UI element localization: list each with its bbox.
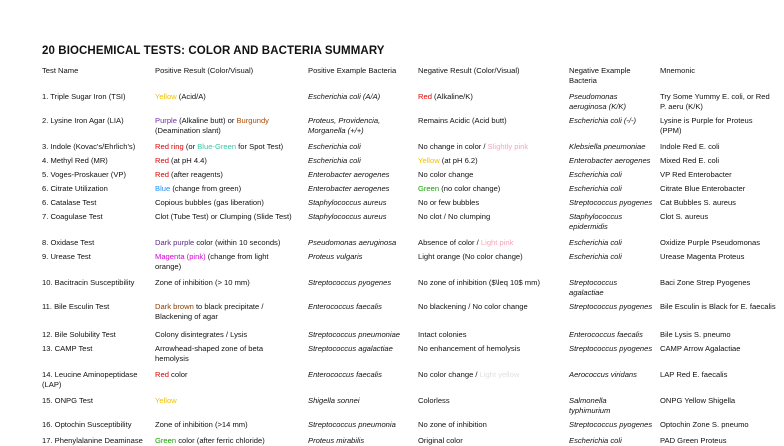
positive-result-run: color (after ferric chloride) [176,436,265,445]
mnemonic: Bile Esculin is Black for E. faecalis [660,302,776,311]
negative-result [418,370,519,380]
positive-result-run: (change from green) [170,184,242,193]
negative-result-run: Light pink [480,238,514,247]
negative-result [418,436,463,446]
mnemonic: Cat Bubbles S. aureus [660,198,736,207]
negative-result [418,142,528,152]
negative-result [418,344,520,354]
negative-bacteria: Streptococcus pyogenes [569,420,653,429]
positive-result-run: Red ring [155,142,184,151]
page-title: 20 BIOCHEMICAL TESTS: COLOR AND BACTERIA SUMMARY [42,45,385,57]
positive-bacteria: Escherichia coli [308,156,361,165]
test-name: 7. Coagulase Test [42,212,103,221]
positive-result-run: Red [155,370,169,379]
negative-result [418,212,490,222]
negative-bacteria: Escherichia coli (-/-) [569,116,637,125]
test-name: 2. Lysine Iron Agar (LIA) [42,116,124,125]
negative-result-run: (Alkaline/K) [431,92,473,101]
positive-result-run: (after reagents) [168,170,223,179]
positive-bacteria: Enterococcus faecalis [308,302,382,311]
positive-result [155,170,223,180]
negative-result-run: No zone of inhibition ($\leq 10$ mm) [418,278,540,287]
positive-bacteria: Pseudomonas aeruginosa [308,238,397,247]
positive-result [155,278,250,288]
positive-result-cont [155,354,189,364]
negative-bacteria: Enterobacter aerogenes [569,156,651,165]
positive-result-run: Arrowhead-shaped zone of beta [155,344,264,353]
positive-result-run: (Deamination slant) [155,126,221,135]
negative-result-run: No change in color / [418,142,488,151]
mnemonic: Citrate Blue Enterobacter [660,184,746,193]
positive-result-run: to black precipitate / [193,302,264,311]
positive-bacteria: Proteus mirabilis [308,436,365,445]
positive-result [155,238,280,248]
positive-result-run: (change from light [205,252,269,261]
positive-result-run: Yellow [155,92,177,101]
negative-result [418,330,467,340]
positive-bacteria: Streptococcus pneumoniae [308,330,401,339]
negative-result-run: (no color change) [439,184,501,193]
test-name-cont: (LAP) [42,380,62,389]
negative-result-run: Red [418,92,432,101]
negative-result [418,116,507,126]
test-name: 3. Indole (Kovac's/Ehrlich's) [42,142,136,151]
negative-result-run: Light orange (No color change) [418,252,523,261]
negative-result-run: Remains Acidic (Acid butt) [418,116,507,125]
positive-result-run: Blackening of agar [155,312,218,321]
mnemonic: P. aeru (K/K) [660,102,703,111]
mnemonic: Baci Zone Strep Pyogenes [660,278,751,287]
positive-result [155,396,177,406]
negative-result [418,156,478,166]
mnemonic: CAMP Arrow Agalactiae [660,344,741,353]
positive-result-run: hemolysis [155,354,189,363]
column-header: Positive Example Bacteria [308,66,397,75]
negative-bacteria: Salmonella [569,396,607,405]
positive-result-cont [155,312,218,322]
negative-result-run: (at pH 6.2) [439,156,478,165]
negative-result [418,184,500,194]
positive-result-run: Burgundy [236,116,269,125]
positive-result-run: orange) [155,262,182,271]
positive-result-run: Copious bubbles (gas liberation) [155,198,264,207]
positive-result-run: Clot (Tube Test) or Clumping (Slide Test) [155,212,292,221]
test-name: 6. Catalase Test [42,198,97,207]
negative-bacteria: Klebsiella pneumoniae [569,142,646,151]
positive-bacteria: Morganella (+/+) [308,126,364,135]
negative-result [418,198,479,208]
test-name: 16. Optochin Susceptibility [42,420,132,429]
positive-result [155,330,247,340]
negative-bacteria: typhimurium [569,406,611,415]
test-name: 5. Voges-Proskauer (VP) [42,170,126,179]
positive-result-run: Red [155,170,169,179]
negative-bacteria: Streptococcus pyogenes [569,344,653,353]
negative-result-run: No color change [418,170,474,179]
positive-bacteria: Staphylococcus aureus [308,198,387,207]
positive-result-cont [155,262,181,272]
negative-result-run: No enhancement of hemolysis [418,344,521,353]
negative-result [418,420,487,430]
positive-result [155,92,206,102]
negative-bacteria: Streptococcus pyogenes [569,302,653,311]
positive-result-run: for Spot Test) [236,142,284,151]
positive-result-run: (or [183,142,198,151]
positive-result-run: Zone of inhibition (> 10 mm) [155,278,250,287]
positive-bacteria: Shigella sonnei [308,396,360,405]
column-header: Positive Result (Color/Visual) [155,66,254,75]
positive-bacteria: Enterobacter aerogenes [308,184,390,193]
mnemonic: (PPM) [660,126,682,135]
negative-bacteria: Aerococcus viridans [569,370,637,379]
test-name: 4. Methyl Red (MR) [42,156,108,165]
mnemonic: ONPG Yellow Shigella [660,396,736,405]
negative-result-run: No blackening / No color change [418,302,528,311]
negative-result-run: Light yellow [479,370,520,379]
negative-bacteria: Escherichia coli [569,436,622,445]
mnemonic: Oxidize Purple Pseudomonas [660,238,761,247]
positive-bacteria: Escherichia coli [308,142,361,151]
positive-bacteria: Escherichia coli (A/A) [308,92,381,101]
positive-bacteria: Proteus, Providencia, [308,116,381,125]
test-name: 8. Oxidase Test [42,238,95,247]
negative-result-run: Original color [418,436,463,445]
negative-result [418,396,450,406]
negative-bacteria: Escherichia coli [569,252,622,261]
negative-result [418,278,540,288]
mnemonic: Optochin Zone S. pneumo [660,420,749,429]
positive-result-run: Dark brown [155,302,194,311]
positive-result [155,198,264,208]
positive-bacteria: Staphylococcus aureus [308,212,387,221]
test-name: 15. ONPG Test [42,396,93,405]
mnemonic: Lysine is Purple for Proteus [660,116,753,125]
mnemonic: LAP Red E. faecalis [660,370,728,379]
negative-result [418,92,473,102]
positive-bacteria: Streptococcus pneumonia [308,420,396,429]
positive-result [155,370,188,380]
positive-result [155,302,263,312]
positive-result [155,142,283,152]
negative-bacteria: Streptococcus [569,278,618,287]
test-name: 10. Bacitracin Susceptibility [42,278,135,287]
positive-result [155,252,269,262]
positive-result-run: Magenta (pink) [155,252,206,261]
test-name: 6. Citrate Utilization [42,184,108,193]
mnemonic: Clot S. aureus [660,212,709,221]
test-name: 1. Triple Sugar Iron (TSI) [42,92,126,101]
positive-result [155,436,265,446]
negative-bacteria: Pseudomonas [569,92,618,101]
negative-result [418,302,528,312]
negative-result-run: No zone of inhibition [418,420,487,429]
negative-bacteria: Streptococcus pyogenes [569,198,653,207]
positive-result [155,156,207,166]
negative-bacteria: agalactiae [569,288,604,297]
positive-result-run: Dark purple [155,238,195,247]
test-name: 9. Urease Test [42,252,91,261]
mnemonic: Indole Red E. coli [660,142,720,151]
positive-result-run: Purple [155,116,177,125]
negative-bacteria: Enterococcus faecalis [569,330,643,339]
negative-result [418,238,513,248]
positive-result [155,420,248,430]
negative-bacteria: aeruginosa (K/K) [569,102,626,111]
test-name: 13. CAMP Test [42,344,93,353]
mnemonic: VP Red Enterobacter [660,170,732,179]
positive-result-run: Green [155,436,177,445]
negative-result-run: Absence of color / [418,238,481,247]
positive-result-cont [155,126,221,136]
test-name: 12. Bile Solubility Test [42,330,116,339]
positive-result [155,116,269,126]
negative-result [418,252,523,262]
negative-result-run: Colorless [418,396,450,405]
mnemonic: PAD Green Proteus [660,436,727,445]
mnemonic: Mixed Red E. coli [660,156,720,165]
positive-result-run: color (within 10 seconds) [194,238,281,247]
positive-bacteria: Proteus vulgaris [308,252,363,261]
mnemonic: Bile Lysis S. pneumo [660,330,731,339]
negative-result-run: No or few bubbles [418,198,480,207]
negative-result-run: Intact colonies [418,330,467,339]
positive-result-run: color [168,370,188,379]
positive-bacteria: Streptococcus pyogenes [308,278,392,287]
test-name: 14. Leucine Aminopeptidase [42,370,138,379]
positive-result-run: Blue-Green [197,142,237,151]
negative-result-run: No color change / [418,370,480,379]
mnemonic: Urease Magenta Proteus [660,252,745,261]
positive-result [155,212,292,222]
positive-result [155,344,263,354]
positive-result-run: Blue [155,184,171,193]
column-header: Negative Example Bacteria [569,66,631,85]
positive-result [155,184,241,194]
negative-bacteria: Escherichia coli [569,238,622,247]
positive-result-run: (at pH 4.4) [168,156,207,165]
mnemonic: Try Some Yummy E. coli, or Red [660,92,770,101]
column-header: Negative Result (Color/Visual) [418,66,520,75]
positive-result-run: Zone of inhibition (>14 mm) [155,420,248,429]
negative-result [418,170,473,180]
positive-bacteria: Enterobacter aerogenes [308,170,390,179]
negative-bacteria: Escherichia coli [569,170,622,179]
negative-result-run: Yellow [418,156,440,165]
positive-result-run: (Acid/A) [176,92,206,101]
negative-bacteria: Escherichia coli [569,184,622,193]
positive-result-run: Yellow [155,396,177,405]
positive-result-run: Red [155,156,169,165]
negative-result-run: Green [418,184,440,193]
test-name: 17. Phenylalanine Deaminase [42,436,143,445]
positive-bacteria: Streptococcus agalactiae [308,344,393,353]
column-header: Mnemonic [660,66,696,75]
negative-bacteria: Staphylococcus [569,212,623,221]
negative-bacteria: epidermidis [569,222,608,231]
negative-result-run: Slightly pink [487,142,529,151]
positive-result-run: (Alkaline butt) or [176,116,237,125]
column-header: Test Name [42,66,79,75]
test-name: 11. Bile Esculin Test [42,302,110,311]
positive-bacteria: Enterococcus faecalis [308,370,382,379]
negative-result-run: No clot / No clumping [418,212,491,221]
positive-result-run: Colony disintegrates / Lysis [155,330,248,339]
